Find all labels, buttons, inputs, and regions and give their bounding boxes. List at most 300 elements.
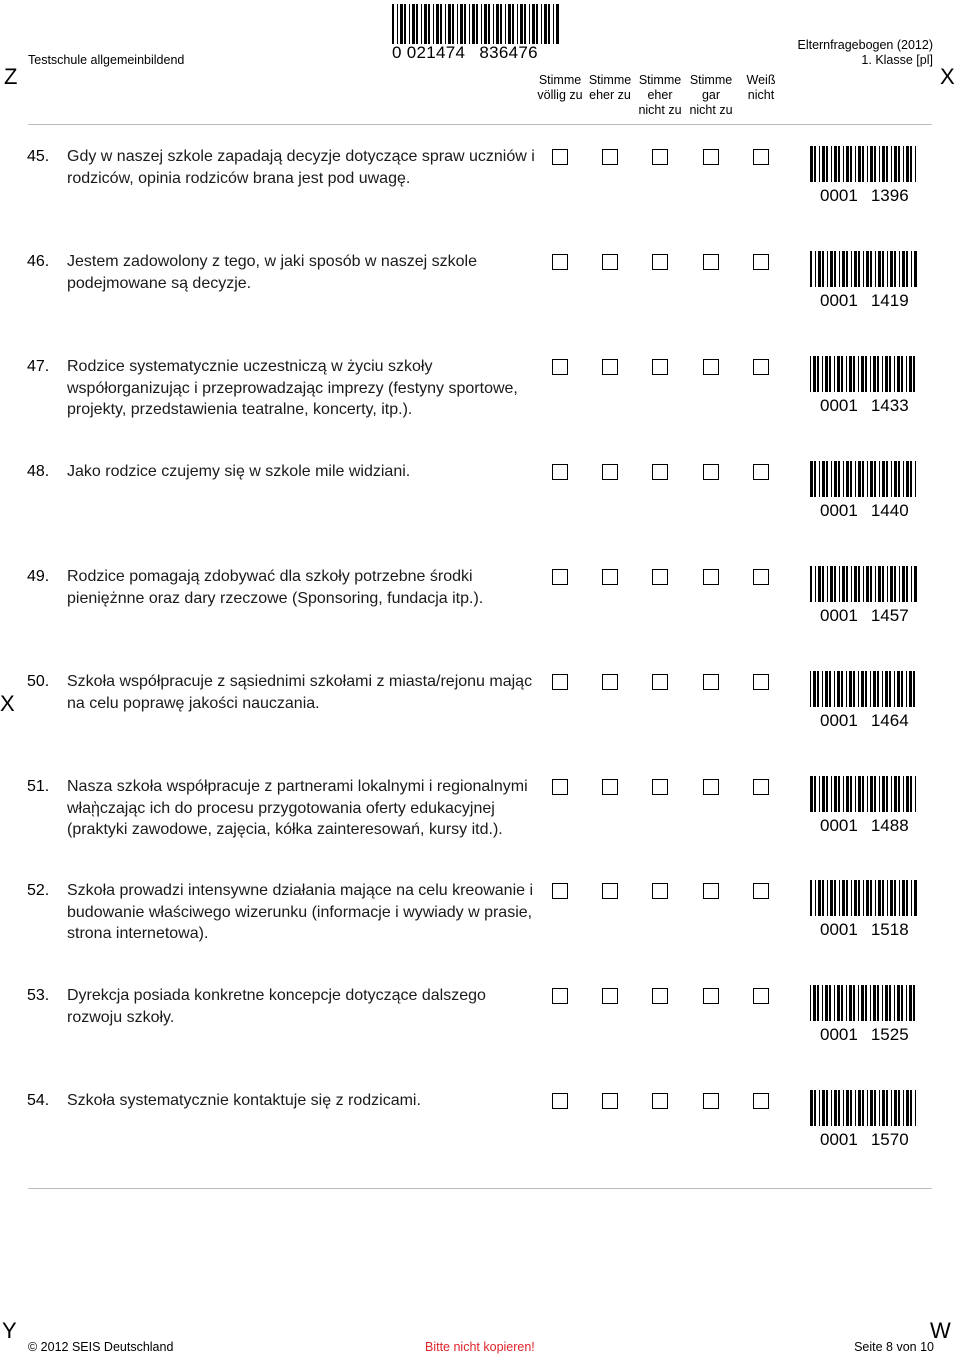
barcode-bar xyxy=(548,4,550,44)
barcode-number-prefix: 0001 xyxy=(820,396,858,415)
barcode-bar xyxy=(861,985,864,1021)
answer-checkbox-5[interactable] xyxy=(753,149,769,165)
barcode-bar xyxy=(484,4,487,44)
barcode-bar xyxy=(830,566,833,602)
barcode-bar xyxy=(862,776,864,812)
barcode-bar xyxy=(849,985,852,1021)
barcode-bar xyxy=(849,671,852,707)
barcode-bar xyxy=(397,4,398,44)
barcode-bar xyxy=(903,1090,904,1126)
barcode-bar xyxy=(870,671,871,707)
answer-checkbox-1[interactable] xyxy=(552,464,568,480)
barcode-bar xyxy=(887,880,888,916)
barcode-bar xyxy=(536,4,538,44)
question-barcode-number xyxy=(820,606,909,626)
answer-checkbox-2[interactable] xyxy=(602,569,618,585)
barcode-number-suffix: 1396 xyxy=(870,186,909,205)
barcode-bar xyxy=(877,356,879,392)
barcode-bar xyxy=(886,776,888,812)
barcode-bar xyxy=(885,985,888,1021)
question-number: 45. xyxy=(27,148,50,165)
answer-checkbox-3[interactable] xyxy=(652,254,668,270)
barcode-bar xyxy=(866,251,869,287)
barcode-bar xyxy=(839,880,840,916)
question-barcode-number xyxy=(820,501,909,521)
barcode-bar xyxy=(867,146,868,182)
barcode-bar xyxy=(858,251,860,287)
barcode-bar xyxy=(433,4,434,44)
barcode-bar xyxy=(831,776,832,812)
answer-checkbox-5[interactable] xyxy=(753,883,769,899)
barcode-bar xyxy=(882,1090,885,1126)
barcode-bar xyxy=(827,566,828,602)
answer-checkbox-3[interactable] xyxy=(652,149,668,165)
barcode-bar xyxy=(409,4,410,44)
barcode-bar xyxy=(814,461,816,497)
barcode-bar xyxy=(819,1090,820,1126)
answer-checkbox-2[interactable] xyxy=(602,359,618,375)
question-text: Rodzice pomagają zdobywać dla szkoły potrzebne środki pieniężnne oraz dary rzeczowe (Sponsoring, fundacja itp.). xyxy=(67,568,484,607)
barcode-bar xyxy=(817,356,819,392)
barcode-bar xyxy=(813,356,816,392)
question-number: 46. xyxy=(27,253,50,270)
barcode-bar xyxy=(529,4,530,44)
question-barcode xyxy=(810,880,920,916)
barcode-bar xyxy=(898,461,900,497)
answer-checkbox-3[interactable] xyxy=(652,569,668,585)
barcode-bar xyxy=(910,146,912,182)
answer-checkbox-2[interactable] xyxy=(602,464,618,480)
barcode-bar xyxy=(913,356,915,392)
header-barcode-part-1: 0 021474 xyxy=(392,43,466,62)
barcode-bar xyxy=(906,671,907,707)
barcode-bar xyxy=(865,985,867,1021)
barcode-number-prefix: 0001 xyxy=(820,711,858,730)
answer-checkbox-4[interactable] xyxy=(703,569,719,585)
question-barcode xyxy=(810,461,920,497)
barcode-bar xyxy=(846,880,848,916)
barcode-bar xyxy=(875,251,876,287)
answer-checkbox-1[interactable] xyxy=(552,779,568,795)
barcode-bar xyxy=(863,566,864,602)
barcode-bar xyxy=(870,985,871,1021)
barcode-bar xyxy=(875,880,876,916)
answer-checkbox-1[interactable] xyxy=(552,254,568,270)
answer-checkbox-4[interactable] xyxy=(703,988,719,1004)
question-number: 47. xyxy=(27,358,50,375)
question-barcode xyxy=(810,776,920,812)
barcode-bar xyxy=(858,776,861,812)
barcode-bar xyxy=(814,776,816,812)
barcode-bar xyxy=(891,1090,892,1126)
barcode-bar xyxy=(822,1090,825,1126)
question-text: Jako rodzice czujemy się w szkole mile widziani. xyxy=(67,463,411,480)
barcode-bar xyxy=(899,566,900,602)
barcode-number-prefix: 0001 xyxy=(820,1025,858,1044)
question-barcode-number xyxy=(820,711,909,731)
column-heading-5: Weiß nicht xyxy=(746,73,776,102)
barcode-bar xyxy=(440,4,442,44)
barcode-bar xyxy=(890,566,893,602)
answer-checkbox-5[interactable] xyxy=(753,569,769,585)
barcode-bar xyxy=(846,251,848,287)
barcode-bar xyxy=(843,776,844,812)
barcode-number-suffix: 1440 xyxy=(870,501,909,520)
barcode-bar xyxy=(445,4,446,44)
barcode-bar xyxy=(810,671,811,707)
barcode-bar xyxy=(822,461,825,497)
answer-checkbox-1[interactable] xyxy=(552,569,568,585)
barcode-bar xyxy=(839,566,840,602)
barcode-bar xyxy=(834,880,836,916)
barcode-bar xyxy=(392,4,394,44)
barcode-bar xyxy=(826,146,828,182)
answer-checkbox-5[interactable] xyxy=(753,254,769,270)
barcode-bar xyxy=(891,776,892,812)
barcode-bar xyxy=(870,880,872,916)
barcode-bar xyxy=(452,4,454,44)
barcode-bar xyxy=(825,985,828,1021)
question-barcode xyxy=(810,251,920,287)
question-number: 49. xyxy=(27,568,50,585)
barcode-bar xyxy=(436,4,439,44)
barcode-bar xyxy=(810,776,813,812)
barcode-bar xyxy=(894,356,895,392)
barcode-bar xyxy=(886,146,888,182)
barcode-bar xyxy=(496,4,499,44)
barcode-bar xyxy=(874,146,876,182)
question-barcode xyxy=(810,985,920,1021)
barcode-number-prefix: 0001 xyxy=(820,816,858,835)
form-title: Elternfragebogen (2012) xyxy=(797,38,933,52)
answer-checkbox-3[interactable] xyxy=(652,359,668,375)
answer-checkbox-2[interactable] xyxy=(602,149,618,165)
barcode-bar xyxy=(476,4,478,44)
header-barcode-number xyxy=(392,43,538,63)
barcode-bar xyxy=(834,985,835,1021)
barcode-bar xyxy=(853,356,855,392)
barcode-bar xyxy=(400,4,403,44)
barcode-number-suffix: 1570 xyxy=(870,1130,909,1149)
barcode-bar xyxy=(882,566,884,602)
barcode-bar xyxy=(448,4,451,44)
barcode-bar xyxy=(827,251,828,287)
barcode-bar xyxy=(854,880,857,916)
barcode-bar xyxy=(903,776,904,812)
barcode-bar xyxy=(826,461,828,497)
answer-checkbox-5[interactable] xyxy=(753,359,769,375)
barcode-bar xyxy=(891,461,892,497)
barcode-bar xyxy=(858,356,859,392)
barcode-bar xyxy=(839,251,840,287)
barcode-bar xyxy=(894,461,897,497)
answer-checkbox-4[interactable] xyxy=(703,779,719,795)
barcode-bar xyxy=(810,251,812,287)
answer-checkbox-4[interactable] xyxy=(703,149,719,165)
barcode-bar xyxy=(915,146,916,182)
barcode-bar xyxy=(815,251,816,287)
barcode-bar xyxy=(810,356,811,392)
barcode-bar xyxy=(874,1090,876,1126)
barcode-bar xyxy=(851,566,852,602)
barcode-bar xyxy=(867,461,868,497)
barcode-bar xyxy=(858,566,860,602)
question-barcode-number xyxy=(820,920,909,940)
barcode-bar xyxy=(898,1090,900,1126)
barcode-bar xyxy=(882,461,885,497)
corner-mark-top-left: Z xyxy=(4,64,18,89)
answer-checkbox-2[interactable] xyxy=(602,1093,618,1109)
barcode-bar xyxy=(416,4,418,44)
barcode-bar xyxy=(863,251,864,287)
answer-checkbox-5[interactable] xyxy=(753,464,769,480)
barcode-bar xyxy=(914,251,917,287)
barcode-bar xyxy=(910,776,912,812)
barcode-bar xyxy=(866,566,869,602)
barcode-bar xyxy=(882,671,883,707)
barcode-bar xyxy=(524,4,526,44)
barcode-bar xyxy=(815,880,816,916)
barcode-bar xyxy=(843,461,844,497)
barcode-number-prefix: 0001 xyxy=(820,186,858,205)
barcode-bar xyxy=(842,880,845,916)
barcode-bar xyxy=(831,1090,832,1126)
barcode-bar xyxy=(829,985,831,1021)
answer-checkbox-4[interactable] xyxy=(703,1093,719,1109)
barcode-bar xyxy=(556,4,559,44)
answer-checkbox-1[interactable] xyxy=(552,359,568,375)
barcode-bar xyxy=(532,4,535,44)
barcode-bar xyxy=(915,1090,916,1126)
barcode-bar xyxy=(830,880,833,916)
barcode-bar xyxy=(898,776,900,812)
answer-checkbox-1[interactable] xyxy=(552,988,568,1004)
answer-checkbox-3[interactable] xyxy=(652,883,668,899)
barcode-bar xyxy=(915,776,916,812)
barcode-bar xyxy=(810,461,813,497)
answer-checkbox-2[interactable] xyxy=(602,883,618,899)
barcode-bar xyxy=(909,671,912,707)
barcode-bar xyxy=(879,776,880,812)
barcode-bar xyxy=(890,880,893,916)
barcode-bar xyxy=(858,146,861,182)
barcode-bar xyxy=(886,1090,888,1126)
barcode-bar xyxy=(858,880,860,916)
barcode-bar xyxy=(464,4,466,44)
answer-checkbox-4[interactable] xyxy=(703,674,719,690)
barcode-bar xyxy=(858,1090,861,1126)
barcode-bar xyxy=(873,671,876,707)
barcode-bar xyxy=(825,671,828,707)
answer-checkbox-1[interactable] xyxy=(552,149,568,165)
barcode-bar xyxy=(843,1090,844,1126)
barcode-bar xyxy=(831,146,832,182)
answer-checkbox-1[interactable] xyxy=(552,883,568,899)
answer-checkbox-2[interactable] xyxy=(602,254,618,270)
answer-checkbox-4[interactable] xyxy=(703,254,719,270)
barcode-bar xyxy=(837,985,840,1021)
barcode-bar xyxy=(855,461,856,497)
barcode-bar xyxy=(865,671,867,707)
barcode-bar xyxy=(842,566,845,602)
barcode-bar xyxy=(829,671,831,707)
question-barcode-number xyxy=(820,1025,909,1045)
barcode-bar xyxy=(846,1090,849,1126)
school-name: Testschule allgemeinbildend xyxy=(28,53,185,67)
barcode-bar xyxy=(855,776,856,812)
answer-checkbox-3[interactable] xyxy=(652,464,668,480)
barcode-bar xyxy=(903,146,904,182)
barcode-bar xyxy=(910,461,912,497)
answer-checkbox-4[interactable] xyxy=(703,359,719,375)
barcode-bar xyxy=(853,671,855,707)
answer-checkbox-1[interactable] xyxy=(552,1093,568,1109)
question-barcode xyxy=(810,671,920,707)
barcode-bar xyxy=(862,461,864,497)
answer-checkbox-2[interactable] xyxy=(602,674,618,690)
barcode-bar xyxy=(469,4,470,44)
question-barcode-number xyxy=(820,291,909,311)
answer-checkbox-2[interactable] xyxy=(602,988,618,1004)
barcode-bar xyxy=(843,146,844,182)
barcode-bar xyxy=(894,985,895,1021)
barcode-bar xyxy=(897,671,900,707)
question-text: Nasza szkoła współpracuje z partnerami lokalnymi i regionalnymi właῂczając ich do procesu przygotowania oferty edukacyjnej (praktyki zawodowe, zajęcia, kółka zainteresowań, kursy itd.). xyxy=(67,778,528,838)
barcode-bar xyxy=(882,880,884,916)
barcode-bar xyxy=(914,566,917,602)
barcode-bar xyxy=(885,671,888,707)
barcode-bar xyxy=(870,1090,873,1126)
barcode-bar xyxy=(834,461,837,497)
corner-mark-top-right: X xyxy=(940,64,955,89)
barcode-bar xyxy=(488,4,490,44)
barcode-bar xyxy=(894,776,897,812)
barcode-bar xyxy=(906,251,908,287)
barcode-bar xyxy=(822,880,824,916)
barcode-bar xyxy=(855,1090,856,1126)
barcode-bar xyxy=(472,4,475,44)
answer-checkbox-5[interactable] xyxy=(753,988,769,1004)
question-text: Gdy w naszej szkole zapadają decyzje dotyczące spraw uczniów i rodziców, opinia rodziców brana jest pod uwagę. xyxy=(67,148,535,187)
answer-checkbox-1[interactable] xyxy=(552,674,568,690)
barcode-bar xyxy=(870,251,872,287)
barcode-bar xyxy=(855,146,856,182)
barcode-bar xyxy=(815,566,816,602)
barcode-bar xyxy=(813,985,816,1021)
barcode-bar xyxy=(899,880,900,916)
barcode-bar xyxy=(870,776,873,812)
barcode-bar xyxy=(915,461,916,497)
barcode-bar xyxy=(875,566,876,602)
barcode-bar xyxy=(841,671,843,707)
barcode-bar xyxy=(851,251,852,287)
barcode-bar xyxy=(854,251,857,287)
barcode-bar xyxy=(870,146,873,182)
barcode-bar xyxy=(841,985,843,1021)
barcode-bar xyxy=(890,251,893,287)
barcode-bar xyxy=(906,461,909,497)
barcode-bar xyxy=(906,146,909,182)
barcode-bar xyxy=(874,776,876,812)
barcode-bar xyxy=(846,985,847,1021)
barcode-bar xyxy=(834,251,836,287)
barcode-bar xyxy=(889,671,891,707)
barcode-bar xyxy=(863,880,864,916)
answer-checkbox-3[interactable] xyxy=(652,1093,668,1109)
barcode-bar xyxy=(894,146,897,182)
barcode-bar xyxy=(834,356,835,392)
answer-checkbox-5[interactable] xyxy=(753,674,769,690)
barcode-bar xyxy=(822,985,823,1021)
barcode-bar xyxy=(903,461,904,497)
barcode-bar xyxy=(818,880,821,916)
barcode-bar xyxy=(861,356,864,392)
question-barcode xyxy=(810,356,920,392)
answer-checkbox-4[interactable] xyxy=(703,883,719,899)
barcode-bar xyxy=(508,4,511,44)
barcode-bar xyxy=(910,1090,912,1126)
barcode-number-prefix: 0001 xyxy=(820,1130,858,1149)
question-text: Szkoła prowadzi intensywne działania mające na celu kreowanie i budowanie właściwego wizerunku (informacje i wywiady w prasie, strona internetowa). xyxy=(67,882,534,942)
barcode-bar xyxy=(898,146,900,182)
barcode-bar xyxy=(867,776,868,812)
barcode-bar xyxy=(913,671,915,707)
barcode-bar xyxy=(882,251,884,287)
barcode-bar xyxy=(819,776,820,812)
barcode-bar xyxy=(834,671,835,707)
barcode-bar xyxy=(846,776,849,812)
answer-checkbox-4[interactable] xyxy=(703,464,719,480)
barcode-bar xyxy=(870,461,873,497)
header-barcode xyxy=(392,4,562,44)
question-text: Rodzice systematycznie uczestniczą w życiu szkoły współorganizując i przeprowadzając imprezy (festyny sportowe, projekty, przedstawienia teatralne, koncerty, itp.). xyxy=(67,358,518,418)
barcode-bar xyxy=(897,356,900,392)
barcode-bar xyxy=(460,4,463,44)
barcode-bar xyxy=(846,146,849,182)
barcode-bar xyxy=(901,356,903,392)
question-number: 50. xyxy=(27,673,50,690)
answer-checkbox-5[interactable] xyxy=(753,1093,769,1109)
barcode-bar xyxy=(887,251,888,287)
barcode-bar xyxy=(886,461,888,497)
barcode-bar xyxy=(814,146,816,182)
barcode-bar xyxy=(874,461,876,497)
barcode-bar xyxy=(870,566,872,602)
barcode-bar xyxy=(885,356,888,392)
barcode-number-suffix: 1464 xyxy=(870,711,909,730)
answer-checkbox-5[interactable] xyxy=(753,779,769,795)
barcode-bar xyxy=(822,251,824,287)
barcode-bar xyxy=(826,1090,828,1126)
barcode-bar xyxy=(505,4,506,44)
question-barcode xyxy=(810,566,920,602)
column-heading-2: Stimme eher zu xyxy=(588,73,632,102)
barcode-bar xyxy=(512,4,514,44)
answer-checkbox-2[interactable] xyxy=(602,779,618,795)
barcode-bar xyxy=(838,461,840,497)
answer-checkbox-3[interactable] xyxy=(652,779,668,795)
barcode-bar xyxy=(412,4,415,44)
barcode-bar xyxy=(878,566,881,602)
barcode-bar xyxy=(911,880,912,916)
question-text: Szkoła współpracuje z sąsiednimi szkołami z miasta/rejonu mając na celu poprawę jakości nauczania. xyxy=(67,673,533,712)
column-heading-4: Stimme gar nicht zu xyxy=(689,73,733,117)
barcode-bar xyxy=(834,566,836,602)
barcode-bar xyxy=(894,251,896,287)
answer-checkbox-3[interactable] xyxy=(652,674,668,690)
barcode-bar xyxy=(861,671,864,707)
answer-checkbox-3[interactable] xyxy=(652,988,668,1004)
